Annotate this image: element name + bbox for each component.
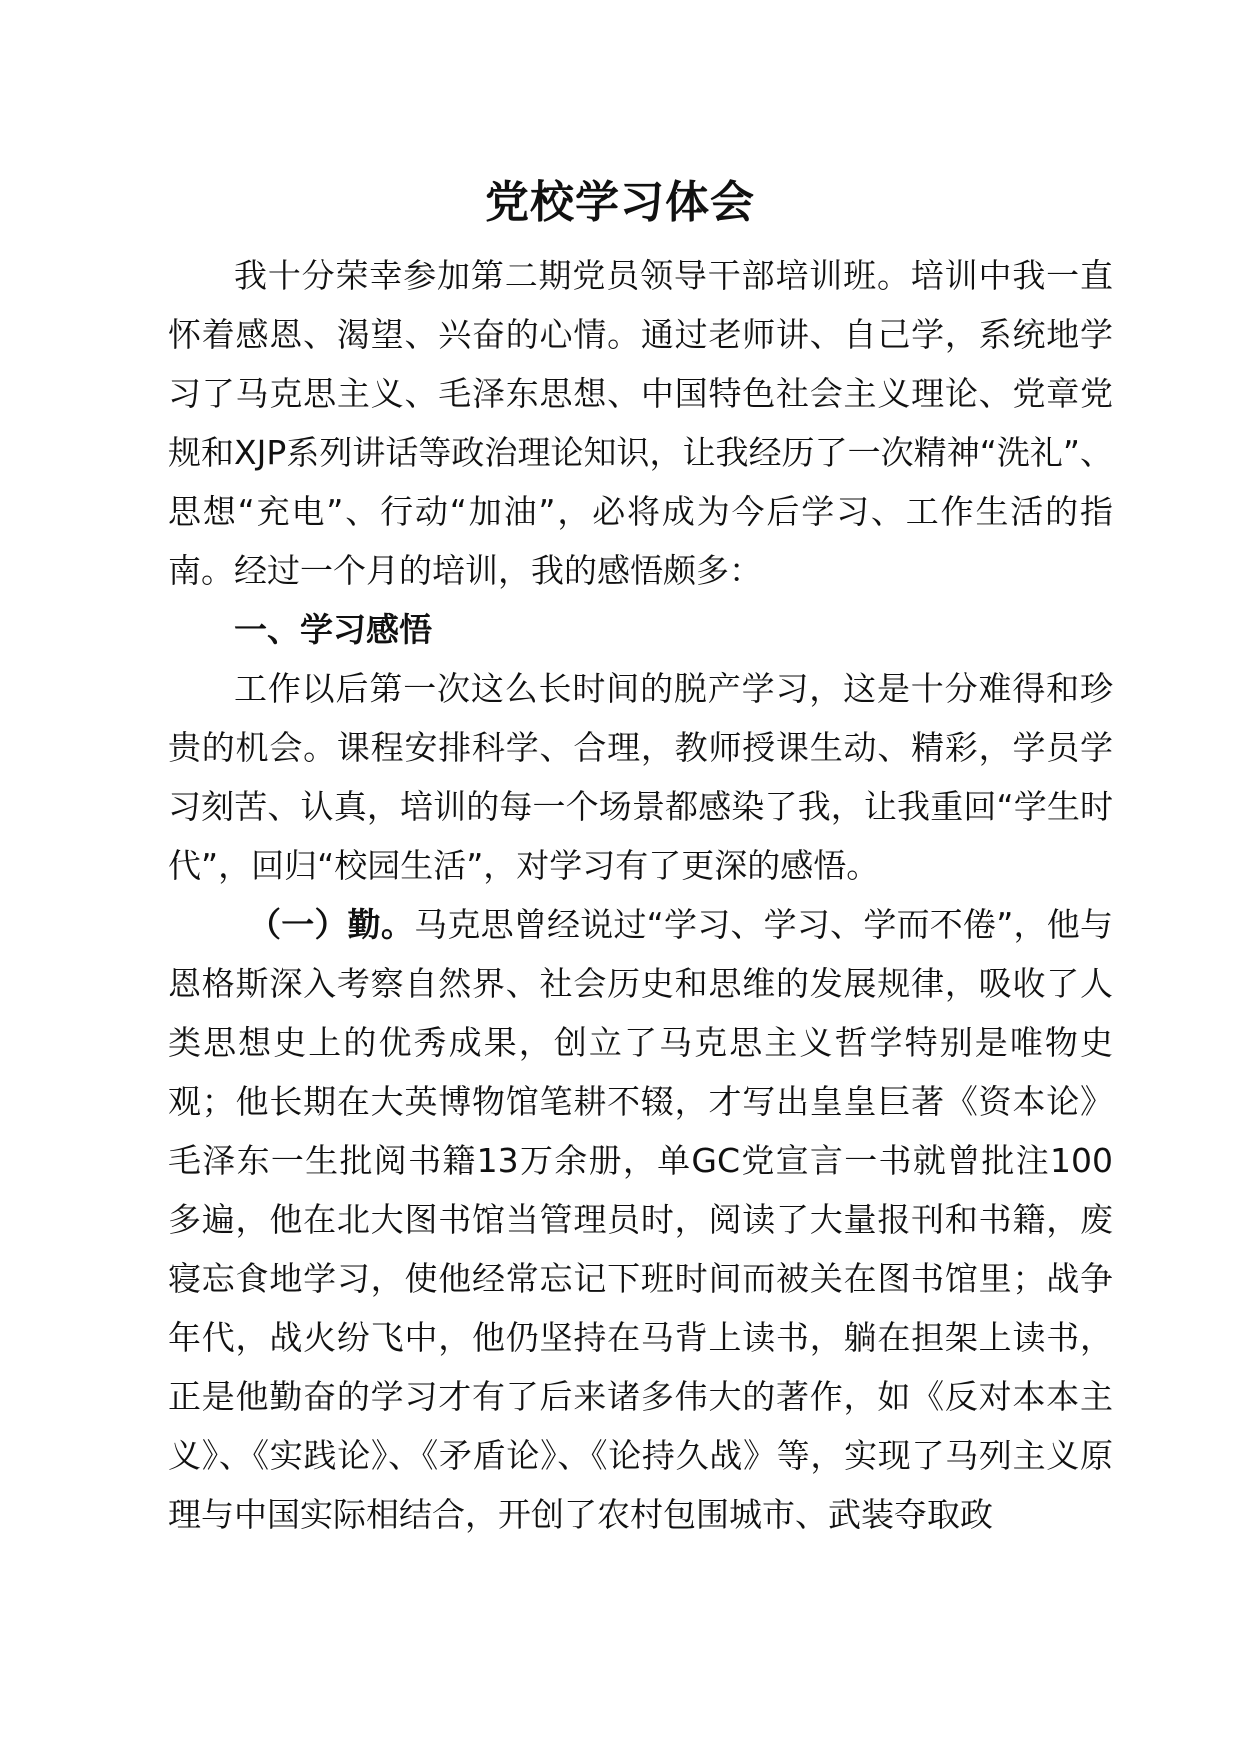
subsection-paragraph — [168, 895, 1113, 1544]
section-heading: 一、学习感悟 — [234, 610, 432, 649]
document-title: 党校学习体会 — [485, 177, 755, 228]
intro-paragraph: 我十分荣幸参加第二期党员领导干部培训班。培训中我一直怀着感恩、渴望、兴奋的心情。通过老师讲、自己学，系统地学习了马克思主义、毛泽东思想、中国特色社会主义理论、党章党规和XJP系列讲话等政治理论知识，让我经历了一次精神“洗礼”、思想“充电”、行动“加油”，必将成为今后学习、工作生活的指南。经过一个月的培训，我的感悟颇多： — [168, 256, 1113, 590]
section-paragraph: 工作以后第一次这么长时间的脱产学习，这是十分难得和珍贵的机会。课程安排科学、合理，教师授课生动、精彩，学员学习刻苦、认真，培训的每一个场景都感染了我，让我重回“学生时代”，回归“校园生活”，对学习有了更深的感悟。 — [168, 669, 1113, 885]
subsection-text: 马克思曾经说过“学习、学习、学而不倦”，他与恩格斯深入考察自然界、社会历史和思维的发展规律，吸收了人类思想史上的优秀成果，创立了马克思主义哲学特别是唯物史观；他长期在大英博物馆笔耕不辍，才写出皇皇巨著《资本论》毛泽东一生批阅书籍13万余册，单GC党宣言一书就曾批注100多遍，他在北大图书馆当管理员时，阅读了大量报刊和书籍，废寝忘食地学习，使他经常忘记下班时间而被关在图书馆里；战争年代，战火纷飞中，他仍坚持在马背上读书，躺在担架上读书，正是他勤奋的学习才有了后来诸多伟大的著作，如《反对本本主义》、《实践论》、《矛盾论》、《论持久战》等，实现了马列主义原理与中国实际相结合，开创了农村包围城市、武装夺取政 — [168, 905, 1113, 1534]
document-body — [168, 246, 1113, 1544]
subsection-label: （一）勤。 — [248, 905, 415, 944]
